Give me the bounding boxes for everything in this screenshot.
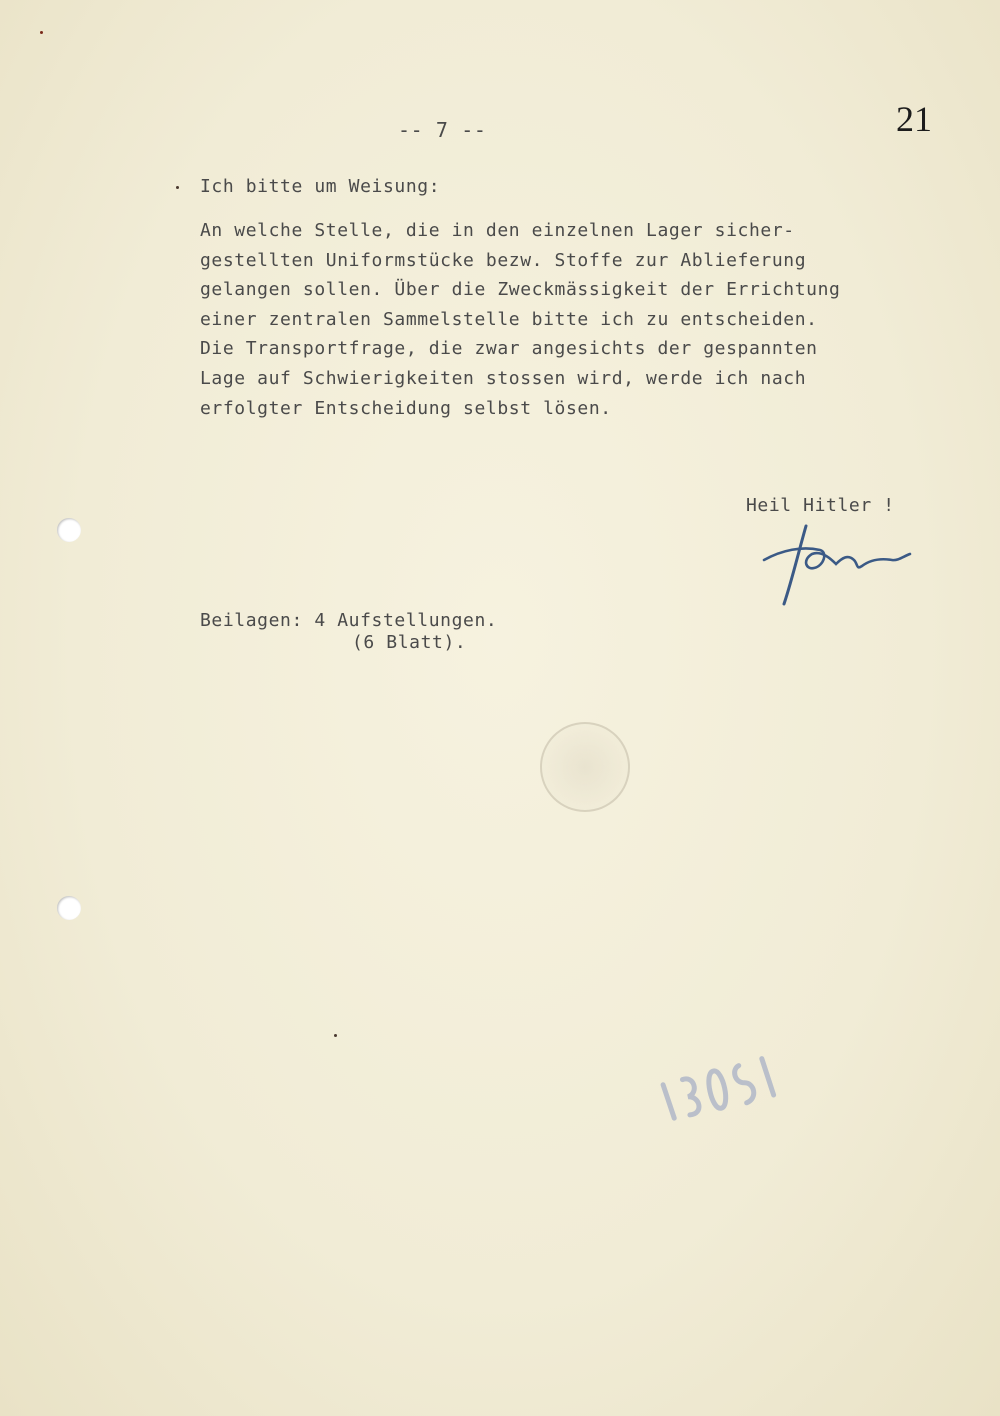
- request-heading: Ich bitte um Weisung:: [200, 176, 441, 197]
- body-line: Die Transportfrage, die zwar angesichts der gespannten: [200, 338, 818, 360]
- punch-hole-top: [57, 518, 81, 542]
- body-line: einer zentralen Sammelstelle bitte ich zu entscheiden.: [200, 308, 818, 330]
- body-line: gestellten Uniformstücke bezw. Stoffe zur Ablieferung: [200, 249, 807, 271]
- handwritten-signature: [762, 520, 912, 610]
- archive-number-stamp: [650, 1045, 790, 1131]
- ink-speck: [334, 1034, 337, 1037]
- page-number: -- 7 --: [398, 118, 487, 142]
- body-paragraph: [200, 216, 900, 423]
- closing-salutation: Heil Hitler !: [746, 495, 895, 516]
- enclosures-note: [200, 610, 497, 654]
- ink-speck: [40, 31, 43, 34]
- enclosures-line: Beilagen: 4 Aufstellungen.: [200, 610, 498, 631]
- sheet-number: 21: [896, 99, 932, 139]
- body-line: gelangen sollen. Über die Zweckmässigkeit der Errichtung: [200, 279, 841, 301]
- body-line: Lage auf Schwierigkeiten stossen wird, werde ich nach: [200, 367, 807, 389]
- punch-hole-bottom: [57, 896, 81, 920]
- faded-round-stamp: [540, 722, 630, 812]
- enclosures-sheets: (6 Blatt).: [352, 632, 467, 653]
- body-line: erfolgter Entscheidung selbst lösen.: [200, 397, 612, 419]
- ink-speck: [176, 186, 179, 189]
- body-line: An welche Stelle, die in den einzelnen Lager sicher-: [200, 220, 795, 241]
